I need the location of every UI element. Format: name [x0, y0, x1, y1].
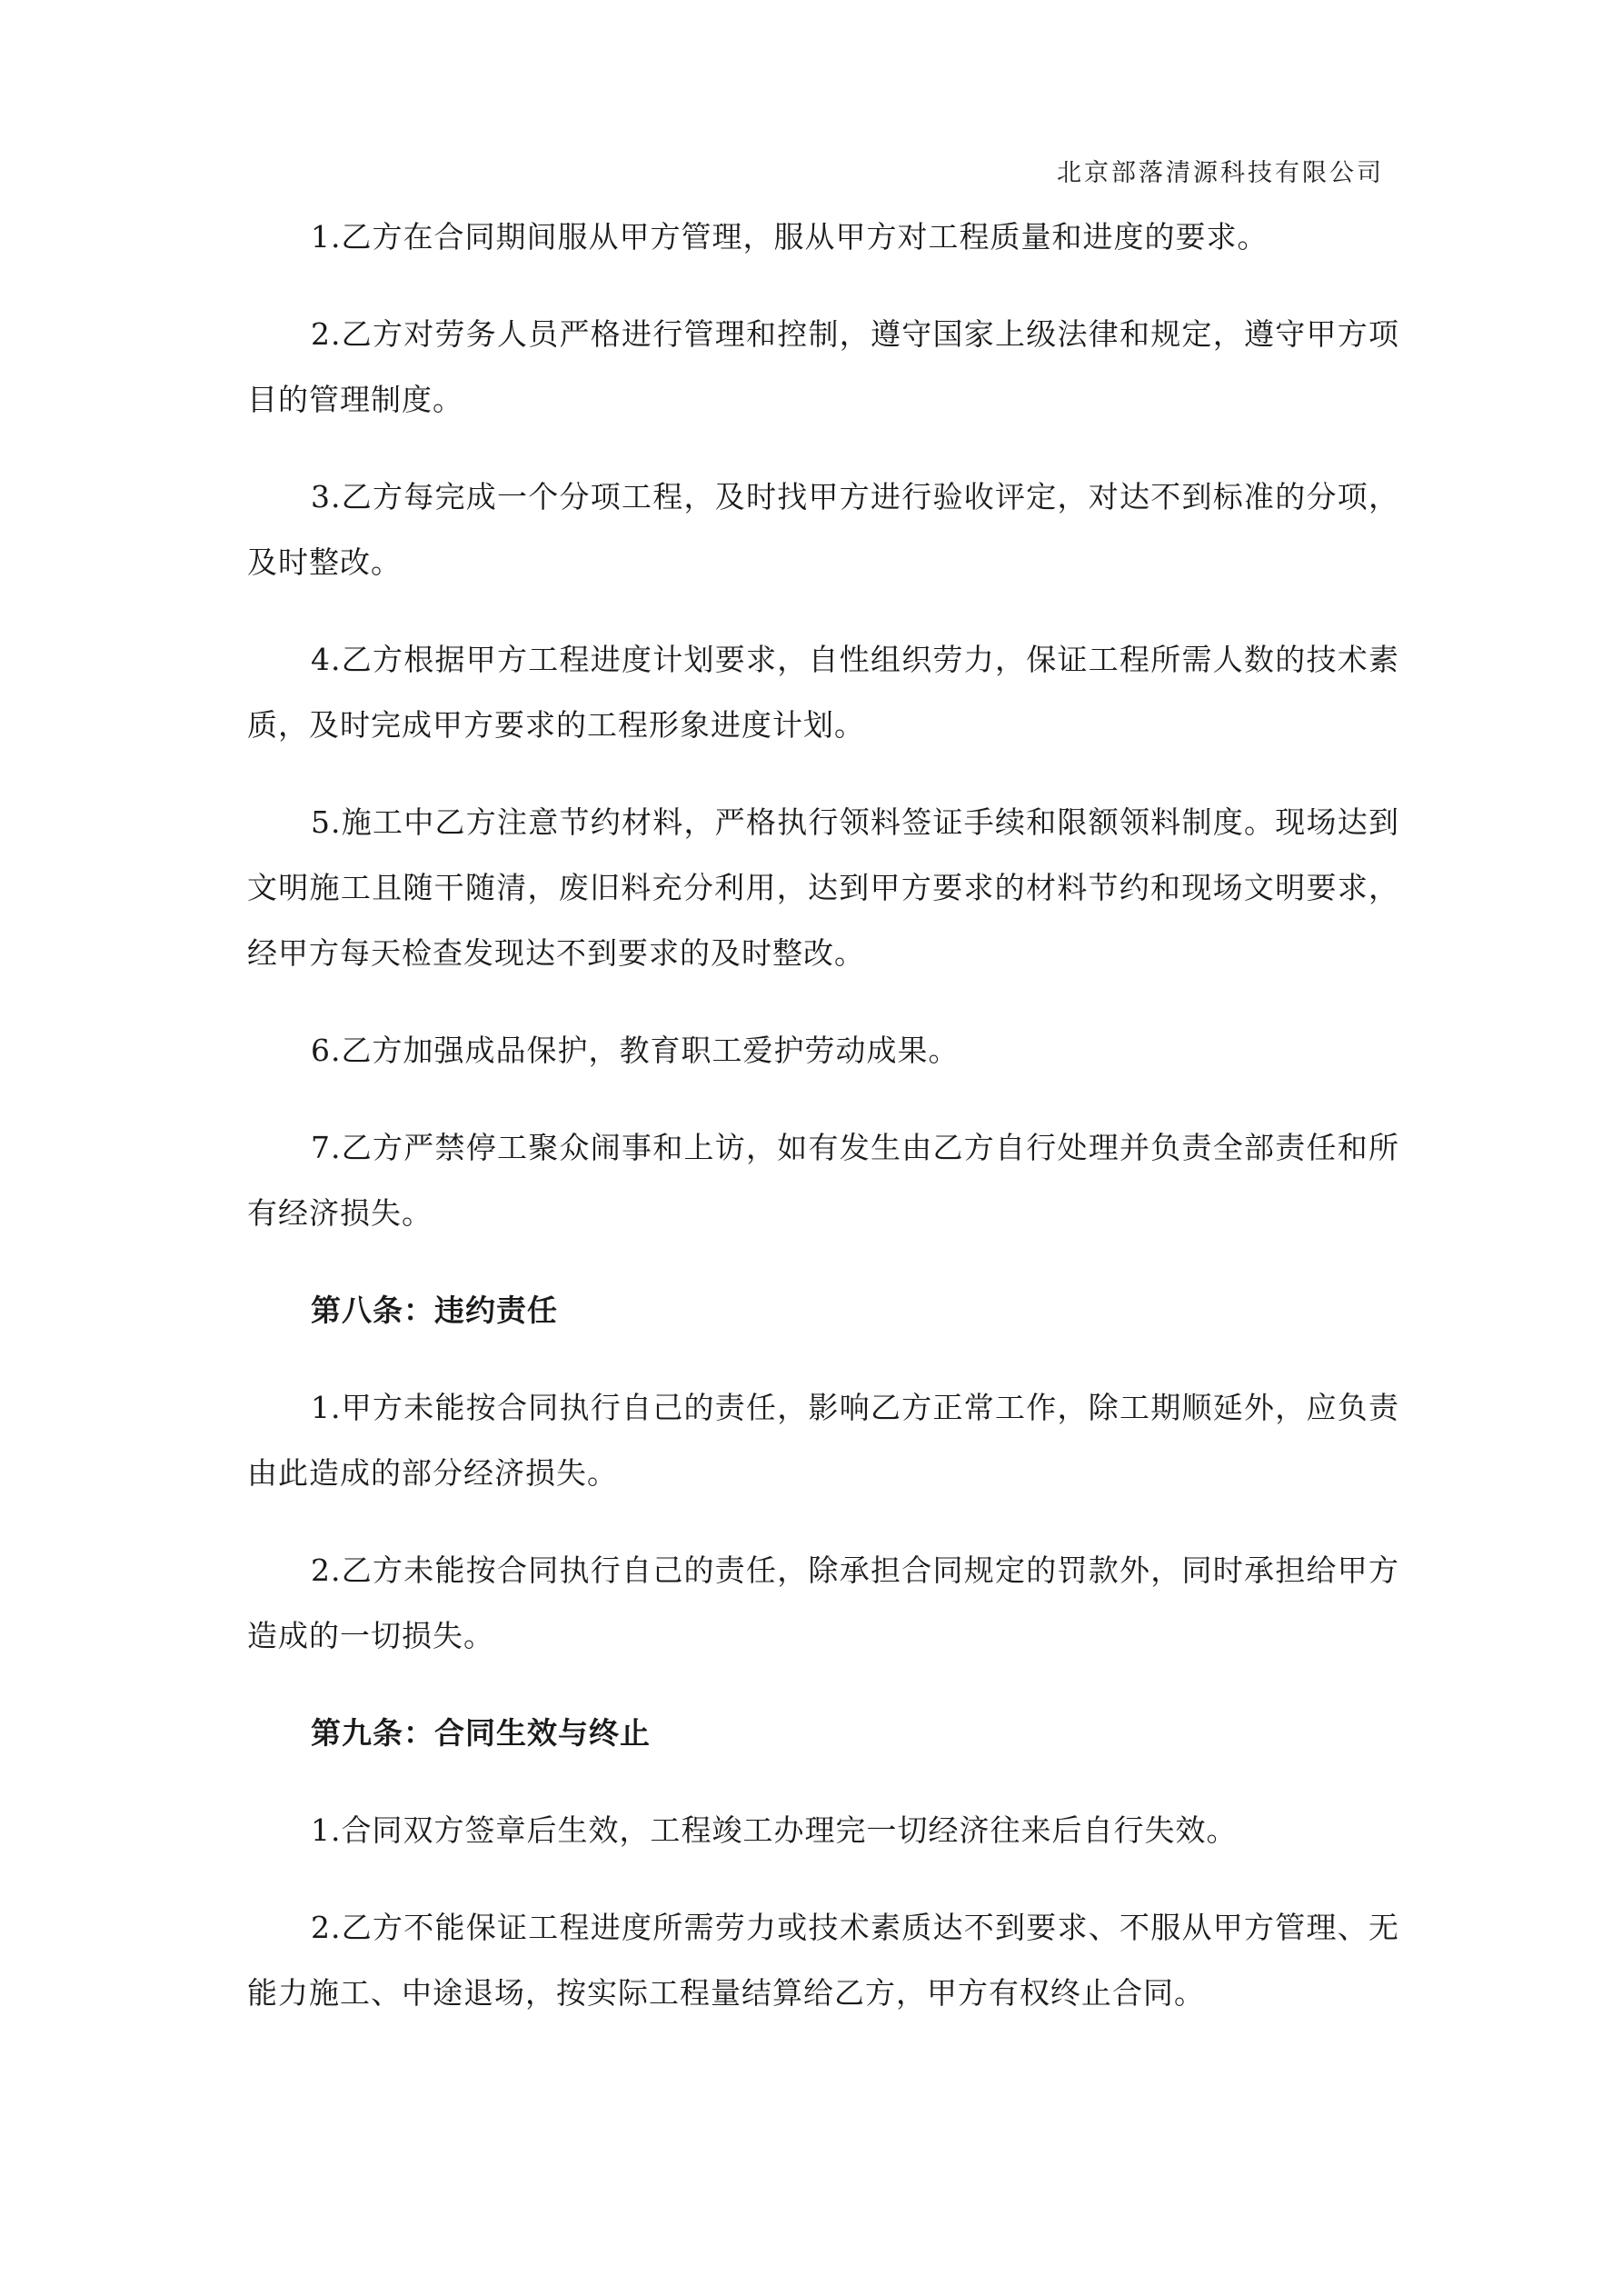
- clause-paragraph: 1.合同双方签章后生效，工程竣工办理完一切经济往来后自行失效。: [311, 1812, 1238, 1848]
- clause-paragraph: 5.施工中乙方注意节约材料，严格执行领料签证手续和限额领料制度。现场达到文明施工且随干随清，废旧料充分利用，达到甲方要求的材料节约和现场文明要求，经甲方每天检查发现达不到要求的及时整改。: [247, 804, 1399, 971]
- clause-paragraph: 2.乙方不能保证工程进度所需劳力或技术素质达不到要求、不服从甲方管理、无能力施工、中途退场，按实际工程量结算给乙方，甲方有权终止合同。: [247, 1910, 1399, 2011]
- clause-paragraph: 4.乙方根据甲方工程进度计划要求，自性组织劳力，保证工程所需人数的技术素质，及时完成甲方要求的工程形象进度计划。: [247, 642, 1399, 743]
- clause-paragraph: 3.乙方每完成一个分项工程，及时找甲方进行验收评定，对达不到标准的分项，及时整改。: [247, 479, 1399, 580]
- section-heading-article-8: 第八条：违约责任: [311, 1293, 558, 1328]
- header-company-name: 北京部落清源科技有限公司: [1057, 159, 1384, 187]
- clause-paragraph: 2.乙方对劳务人员严格进行管理和控制，遵守国家上级法律和规定，遵守甲方项目的管理制度。: [247, 316, 1399, 417]
- clause-paragraph: 7.乙方严禁停工聚众闹事和上访，如有发生由乙方自行处理并负责全部责任和所有经济损失。: [247, 1130, 1399, 1231]
- clause-paragraph: 2.乙方未能按合同执行自己的责任，除承担合同规定的罚款外，同时承担给甲方造成的一切损失。: [247, 1552, 1399, 1653]
- section-heading-article-9: 第九条：合同生效与终止: [311, 1715, 651, 1751]
- document-body: [247, 205, 1399, 2058]
- clause-paragraph: 1.乙方在合同期间服从甲方管理，服从甲方对工程质量和进度的要求。: [311, 219, 1269, 255]
- clause-paragraph: 1.甲方未能按合同执行自己的责任，影响乙方正常工作，除工期顺延外，应负责由此造成的部分经济损失。: [247, 1390, 1399, 1491]
- clause-paragraph: 6.乙方加强成品保护，教育职工爱护劳动成果。: [311, 1033, 960, 1068]
